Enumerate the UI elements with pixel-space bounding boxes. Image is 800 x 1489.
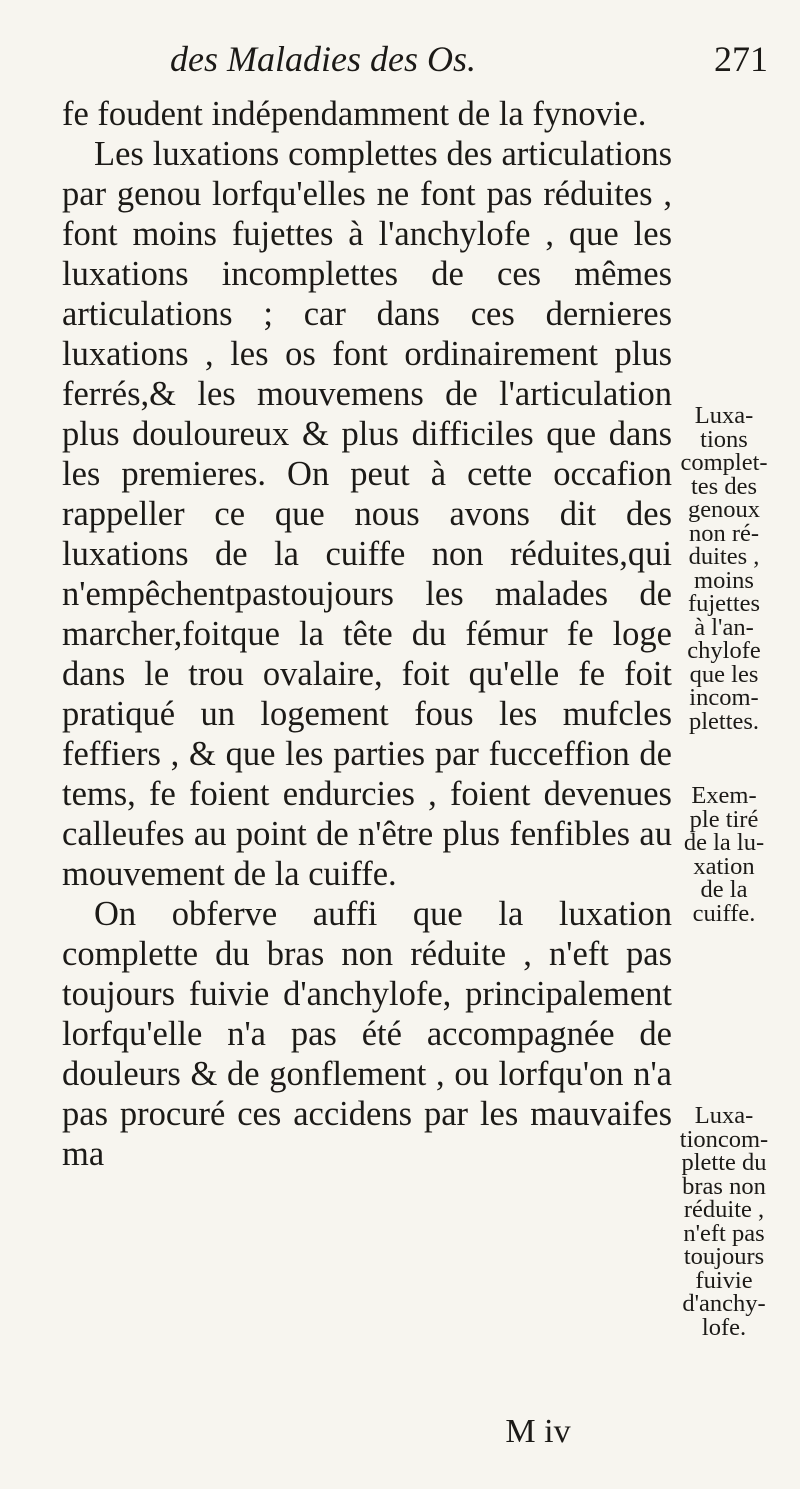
margin-note-line: tions xyxy=(700,425,748,453)
margin-note-line: tioncom- xyxy=(679,1125,769,1153)
margin-note-line: d'anchy- xyxy=(682,1290,766,1317)
margin-note-knee-luxation xyxy=(653,404,795,733)
paragraph: fe foudent indépendamment de la fynovie. xyxy=(62,95,647,133)
margin-note-line: fujettes xyxy=(687,590,761,617)
margin-note-line: plette du xyxy=(681,1149,767,1176)
page-number: 271 xyxy=(714,39,768,79)
margin-note-line: fuivie xyxy=(695,1266,753,1294)
margin-note-line: bras non xyxy=(682,1172,766,1200)
margin-note-line: n'eft pas xyxy=(683,1219,765,1247)
margin-note-line: de la lu- xyxy=(683,829,765,856)
margin-note-line: Luxa- xyxy=(694,402,754,429)
margin-note-line: cuiffe. xyxy=(692,899,756,927)
margin-note-line: plettes. xyxy=(688,707,760,735)
running-title: des Maladies des Os. xyxy=(170,39,476,79)
margin-note-arm-luxation xyxy=(653,1104,795,1339)
margin-note-line: Exem- xyxy=(691,782,757,809)
paragraph: On obferve auffi que la luxation complette du bras non réduite , n'eft pas toujours fuivie d'anchylofe, principalement lorfqu'elle n'a pas été accompagnée de douleurs & de gonflement , ou lorfqu'on n'a pas procuré ces accidens par les mauvaifes ma xyxy=(62,895,672,1173)
margin-note-line: réduite , xyxy=(683,1196,765,1223)
margin-note-line: duites , xyxy=(688,543,760,570)
margin-note-line: à l'an- xyxy=(694,613,754,641)
margin-note-line: incom- xyxy=(689,684,759,711)
page-header xyxy=(170,38,780,88)
margin-note-line: xation xyxy=(693,852,755,880)
margin-note-line: moins xyxy=(694,566,754,594)
margin-note-line: que les xyxy=(689,660,759,688)
margin-note-line: lofe. xyxy=(701,1313,747,1341)
margin-note-line: de la xyxy=(700,876,748,903)
margin-note-line: toujours xyxy=(683,1243,765,1270)
signature-mark: M iv xyxy=(505,1413,571,1450)
margin-note-line: non ré- xyxy=(688,519,760,547)
main-text xyxy=(62,94,672,1174)
margin-note-line: tes des xyxy=(691,472,757,500)
margin-note-line: ple tiré xyxy=(689,805,759,833)
margin-note-thigh-example xyxy=(653,784,795,925)
margin-note-line: complet- xyxy=(680,449,768,476)
margin-note-line: genoux xyxy=(687,496,761,523)
margin-note-line: chylofe xyxy=(687,637,761,664)
margin-note-line: Luxa- xyxy=(694,1102,754,1129)
paragraph: Les luxations complettes des articulations par genou lorfqu'elles ne font pas réduites , font moins fujettes à l'anchylofe , que les luxations incomplettes de ces mêmes articulations ; car dans ces dernieres luxations , les os font ordinairement plus ferrés,& les mouvemens de l'articulation plus douloureux & plus difficiles que dans les premieres. On peut à cette occafion rappeller ce que nous avons dit des luxations de la cuiffe non réduites,qui n'empêchentpastoujours les malades de marcher,foitque la tête du fémur fe loge dans le trou ovalaire, foit qu'elle fe foit pratiqué un logement fous les mufcles feffiers , & que les parties par fucceffion de tems, fe foient endurcies , foient devenues calleufes au point de n'être plus fenfibles au mouvement de la cuiffe. xyxy=(62,135,672,893)
